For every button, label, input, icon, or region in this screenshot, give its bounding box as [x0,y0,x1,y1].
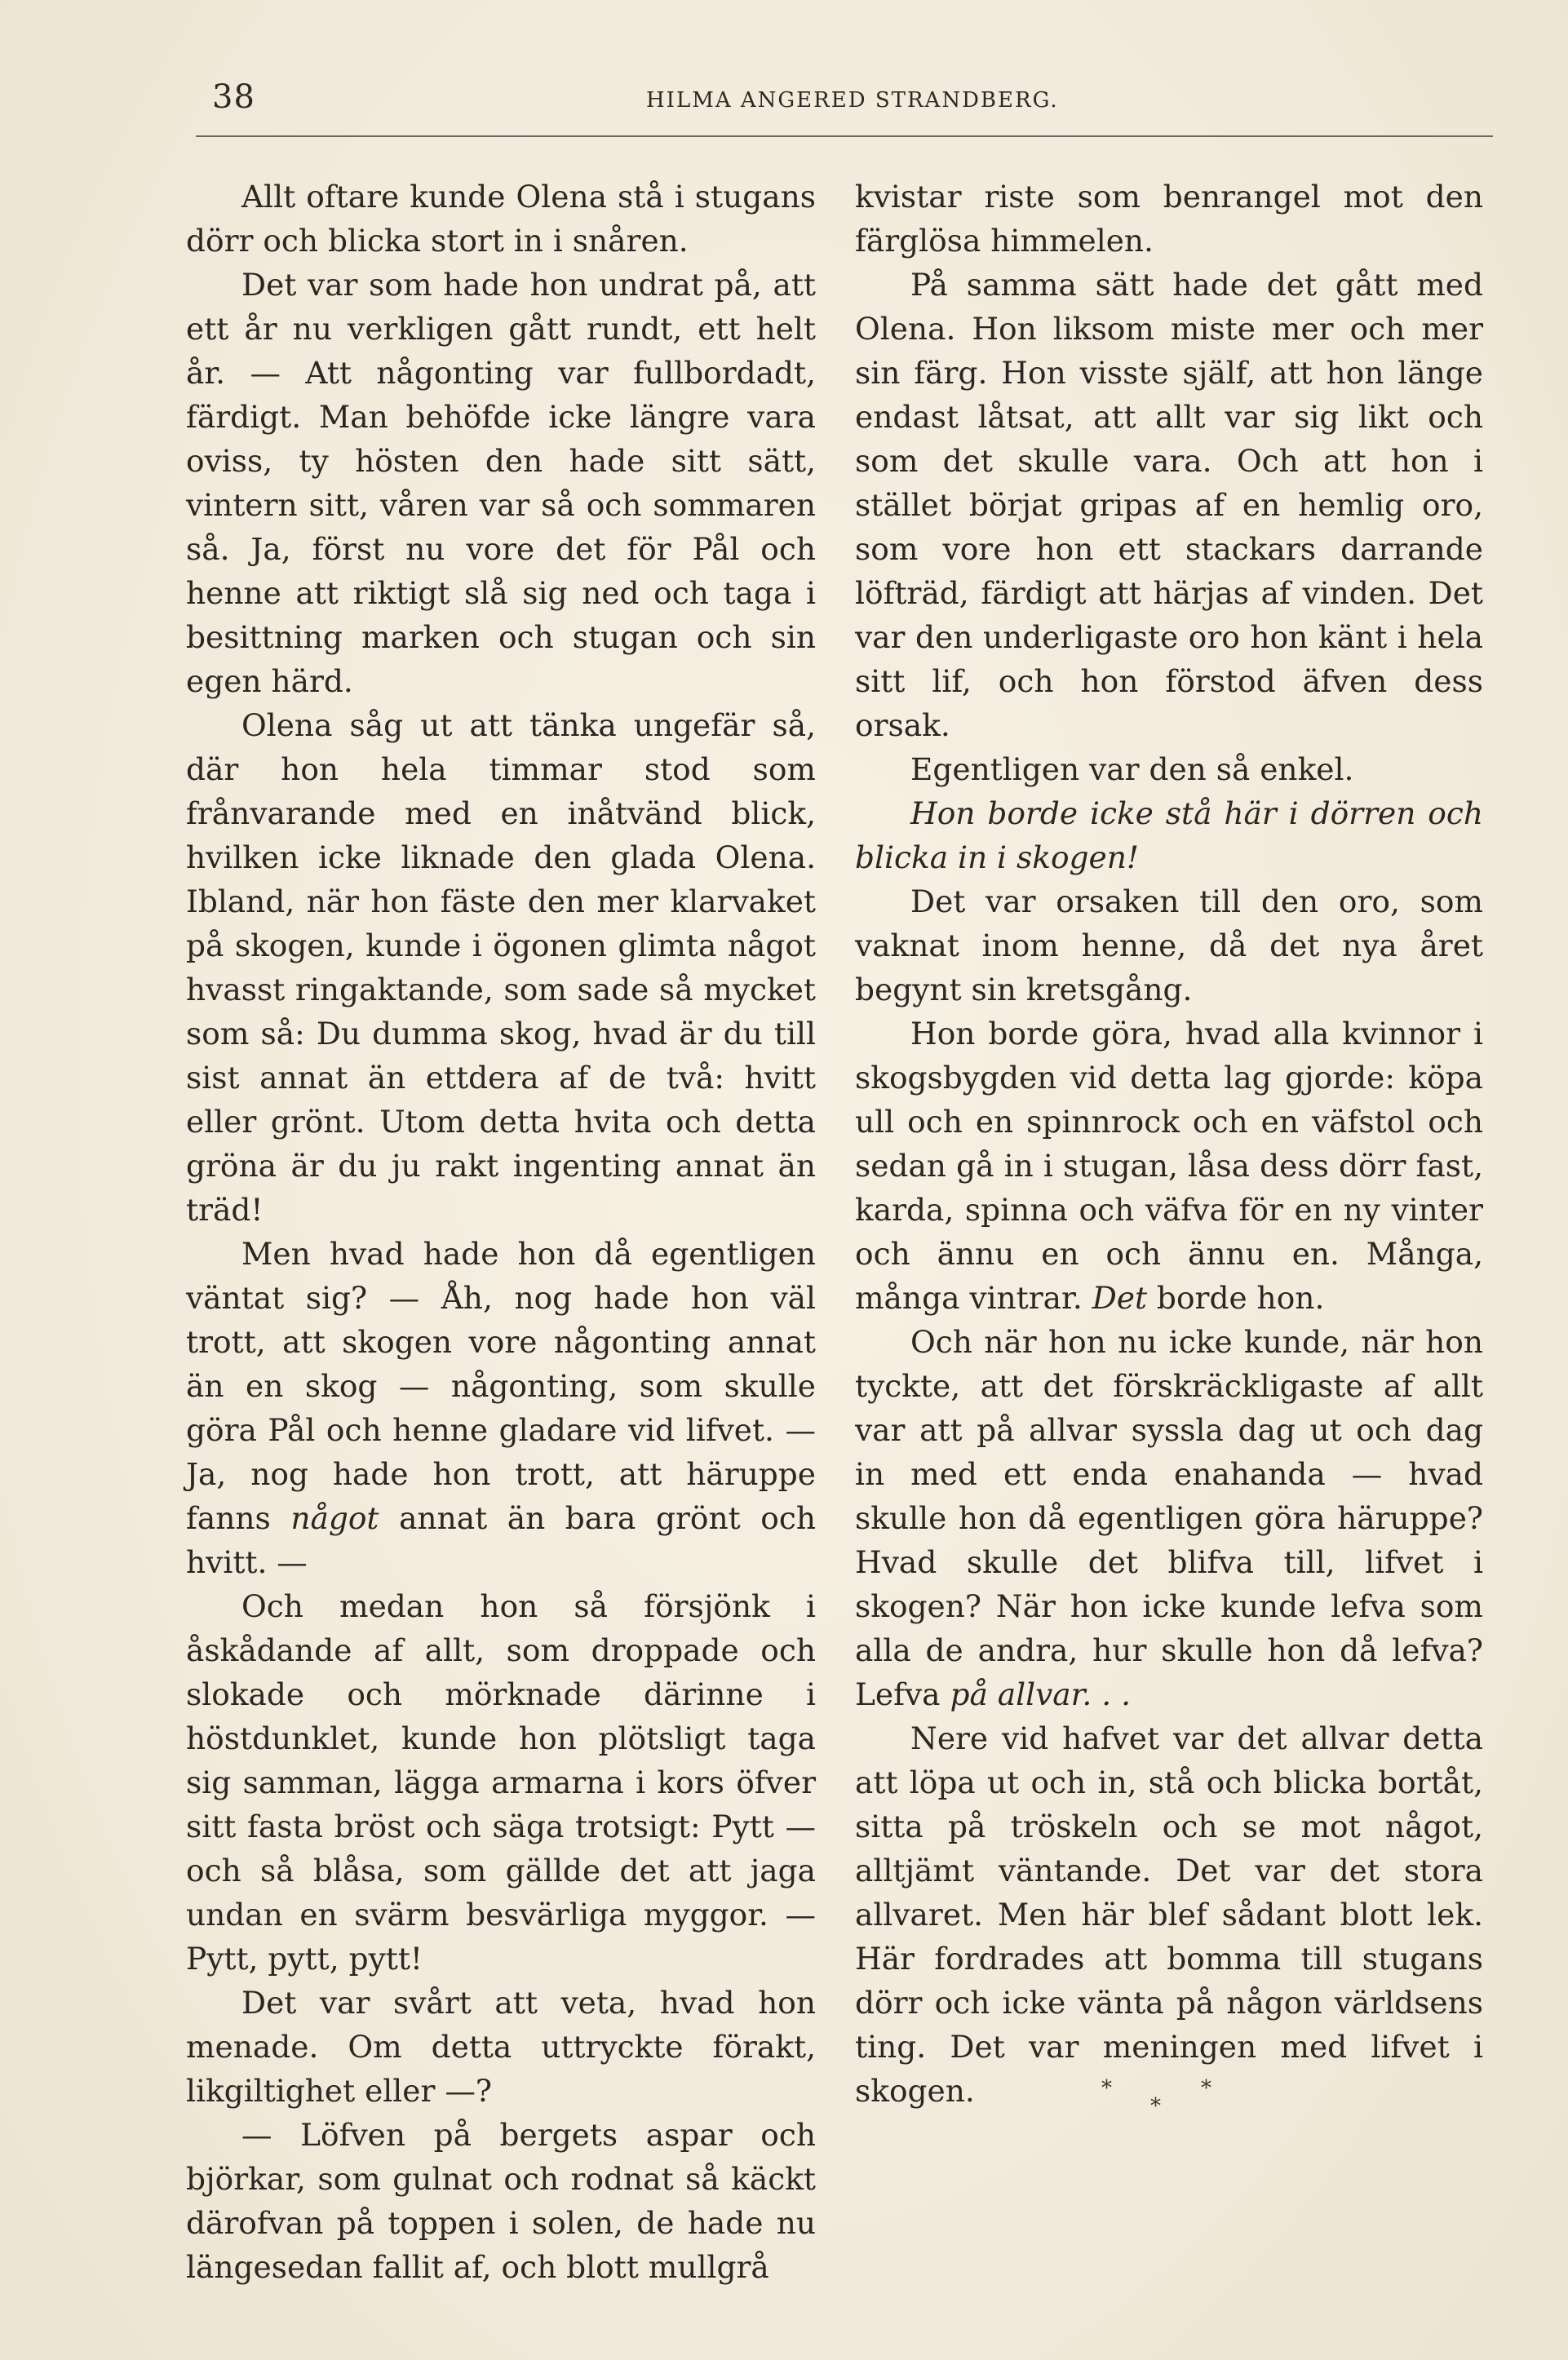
paragraph: Allt oftare kunde Olena stå i stugans dörr och blicka stort in i snåren. [186,179,816,259]
left-column [186,175,816,2289]
paragraph [186,1232,816,1584]
text-run: annat än bara grönt och hvitt. — [186,1500,816,1580]
paragraph: Det var som hade hon undrat på, att ett år nu verkligen gått rundt, ett helt år. — Att någonting var fullbordadt, färdigt. Man behöfde icke längre vara oviss, ty hösten den hade sitt sätt, vintern sitt, våren var så och sommaren så. Ja, först nu vore det för Pål och henne att riktigt slå sig ned och taga i besittning marken och stugan och sin egen härd. [186,267,816,699]
italic-text: Det [1092,1280,1148,1316]
header-rule [196,135,1493,137]
paragraph [855,1012,1483,1320]
paragraph: Egentligen var den så enkel. [910,751,1354,787]
italic-paragraph: Hon borde icke stå här i dörren och blicka in i skogen! [855,795,1483,875]
right-column [855,175,1483,2113]
asterisk: * [1150,2094,1161,2119]
italic-text: något [290,1500,379,1536]
paragraph: Och medan hon så försjönk i åskådande af allt, som droppade och slokade och mörknade därinne i höstdunklet, kunde hon plötsligt taga sig samman, lägga armarna i kors öfver sitt fasta bröst och säga trotsigt: Pytt — och så blåsa, som gällde det att jaga undan en svärm besvärliga myggor. — Pytt, pytt, pytt! [186,1588,816,1977]
section-break-asterism [1101,2076,1248,2125]
paragraph: Det var svårt att veta, hvad hon menade. Om detta uttryckte förakt, likgiltighet eller —? [186,1985,816,2109]
paragraph: kvistar riste som benrangel mot den färglösa himmelen. [855,179,1483,259]
italic-text: på allvar. . . [950,1676,1132,1712]
paragraph: Nere vid hafvet var det allvar detta att löpa ut och in, stå och blicka bortåt, sitta på tröskeln och se mot något, alltjämt väntande. Det var det stora allvaret. Men här blef sådant blott lek. Här fordrades att bomma till stugans dörr och icke vänta på någon världsens ting. Det var meningen med lifvet i skogen. [855,1720,1483,2109]
text-run: Hon borde göra, hvad alla kvinnor i skogsbygden vid detta lag gjorde: köpa ull och en spinnrock och en väfstol och sedan gå in i stugan, låsa dess dörr fast, karda, spinna och väfva för en ny vinter och ännu en och ännu en. Många, många vintrar. [855,1016,1483,1316]
paragraph [855,1320,1483,1716]
paragraph: Olena såg ut att tänka ungefär så, där hon hela timmar stod som frånvarande med en inåtvänd blick, hvilken icke liknade den glada Olena. Ibland, när hon fäste den mer klarvaket på skogen, kunde i ögonen glimta något hvasst ringaktande, som sade så mycket som så: Du dumma skog, hvad är du till sist annat än ettdera af de två: hvitt eller grönt. Utom detta hvita och detta gröna är du ju rakt ingenting annat än träd! [186,707,816,1228]
text-run: borde hon. [1147,1280,1325,1316]
text-run: Men hvad hade hon då egentligen väntat sig? — Åh, nog hade hon väl trott, att skogen vore någonting annat än en skog — någonting, som skulle göra Pål och henne gladare vid lifvet. — Ja, nog hade hon trott, att häruppe fanns [186,1236,816,1536]
page-header [189,78,1495,127]
paragraph: På samma sätt hade det gått med Olena. Hon liksom miste mer och mer sin färg. Hon visste själf, att hon länge endast låtsat, att allt var sig likt och som det skulle vara. Och att hon i stället börjat gripas af en hemlig oro, som vore hon ett stackars darrande löfträd, färdigt att härjas af vinden. Det var den underligaste oro hon känt i hela sitt lif, och hon förstod äfven dess orsak. [855,267,1483,743]
page-number: 38 [212,78,255,116]
paragraph: Det var orsaken till den oro, som vaknat inom henne, då det nya året begynt sin kretsgång. [855,883,1483,1007]
asterisk: * [1201,2076,1211,2101]
paragraph: — Löfven på bergets aspar och björkar, som gulnat och rodnat så käckt därofvan på toppen i solen, de hade nu längesedan fallit af, och blott mullgrå [186,2117,816,2285]
asterisk: * [1101,2076,1112,2101]
running-head: HILMA ANGERED STRANDBERG. [646,88,1059,113]
text-run: Och när hon nu icke kunde, när hon tyckte, att det förskräckligaste af allt var att på allvar syssla dag ut och dag in med ett enda enahanda — hvad skulle hon då egentligen göra häruppe? Hvad skulle det blifva till, lifvet i skogen? När hon icke kunde lefva som alla de andra, hur skulle hon då lefva? Lefva [855,1324,1483,1712]
